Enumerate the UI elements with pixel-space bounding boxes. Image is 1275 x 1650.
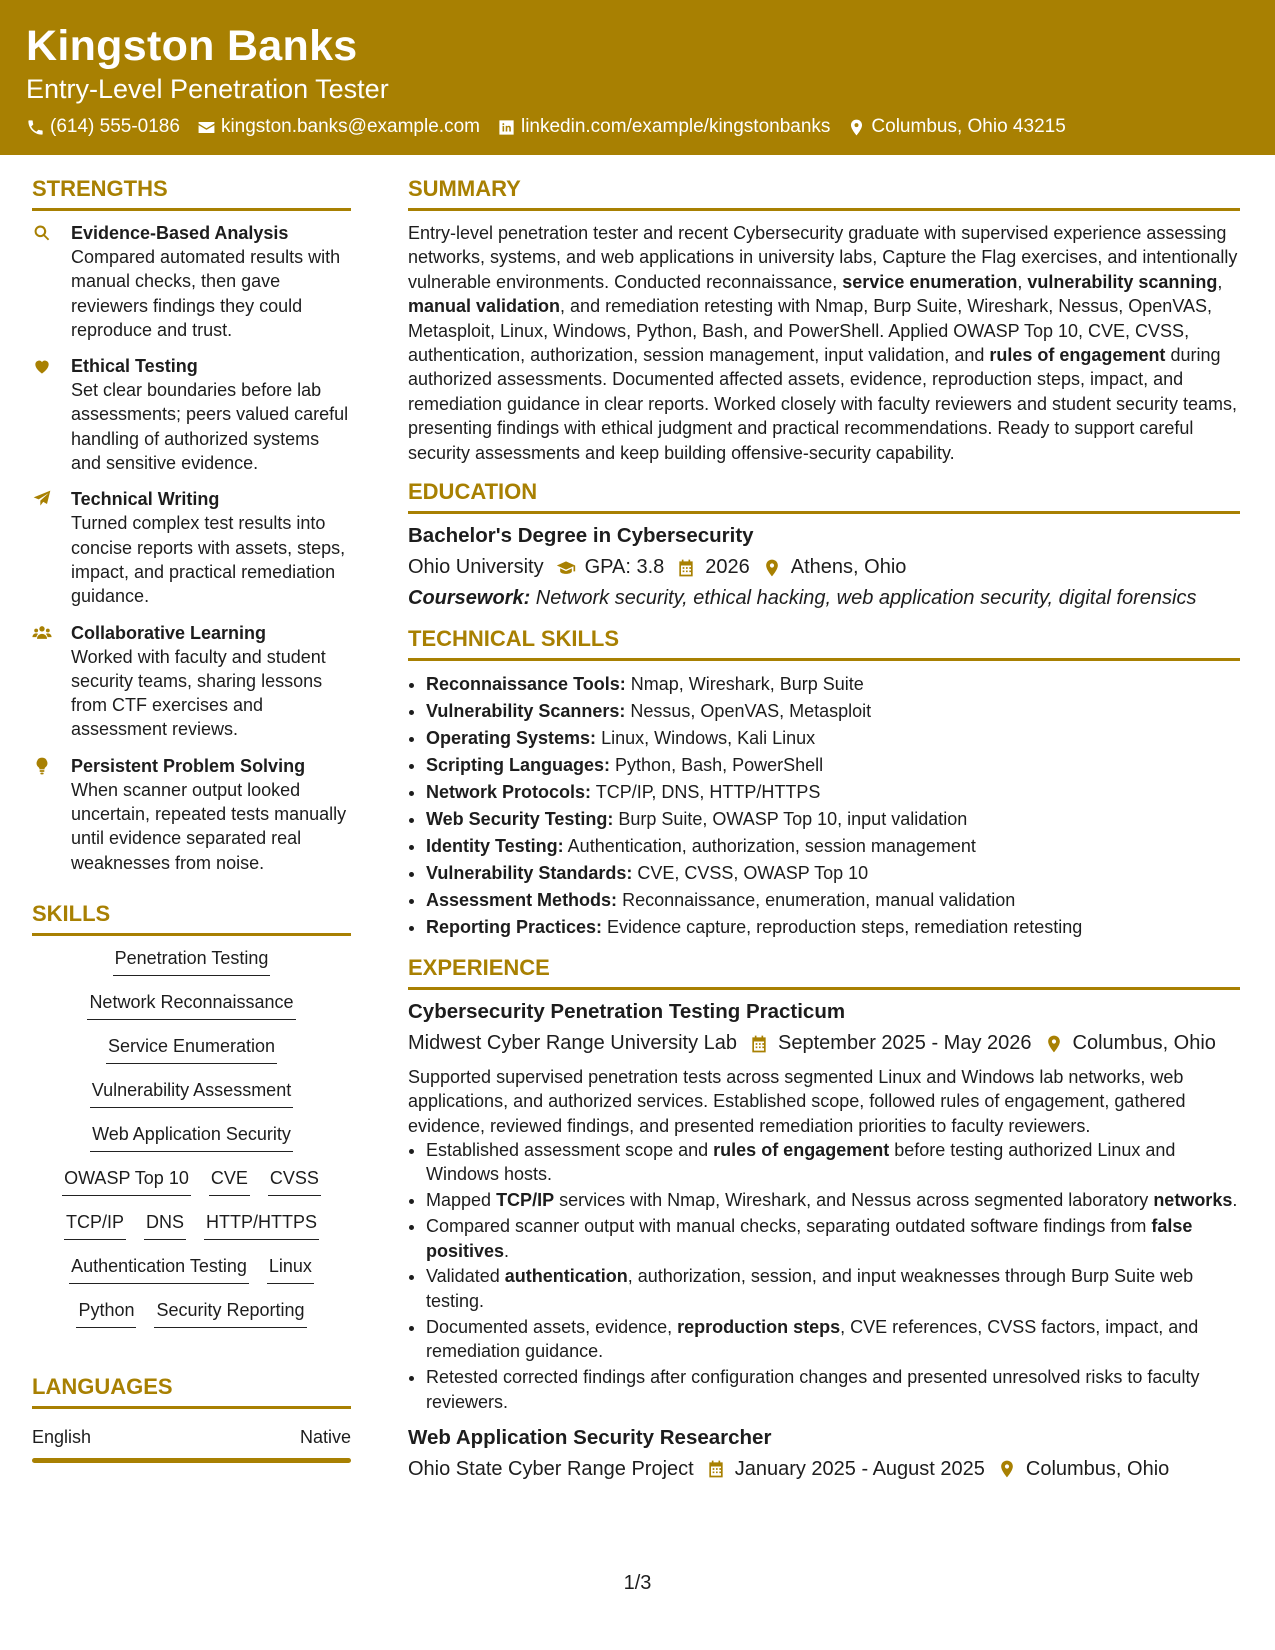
users-icon	[32, 623, 54, 643]
map-pin-icon	[847, 118, 866, 137]
list-item	[426, 725, 1240, 752]
strength-desc: Worked with faculty and student security teams, sharing lessons from CTF exercises and assessment reviews.	[71, 646, 326, 740]
list-item	[426, 779, 1240, 806]
phone-text: (614) 555-0186	[50, 116, 180, 137]
summary-keyword: service enumeration	[842, 271, 1018, 292]
language-level: Native	[299, 1426, 351, 1447]
language-proficiency-bar	[32, 1458, 351, 1463]
skill-values: Linux, Windows, Kali Linux	[596, 728, 816, 749]
map-pin-icon	[762, 558, 782, 578]
skill-category: Reporting Practices:	[426, 917, 603, 938]
skill-category: Vulnerability Scanners:	[426, 701, 626, 722]
skill-category: Operating Systems:	[426, 728, 597, 749]
strengths-heading: STRENGTHS	[32, 176, 351, 211]
contact-email[interactable]	[197, 116, 480, 138]
skill-category: Vulnerability Standards:	[426, 863, 633, 884]
linkedin-text: linkedin.com/example/kingstonbanks	[520, 116, 831, 137]
list-item	[426, 1264, 1240, 1313]
strength-desc: When scanner output looked uncertain, repeated tests manually until evidence separated real weaknesses from noise.	[71, 779, 347, 873]
calendar-icon	[706, 1459, 726, 1479]
strength-item	[32, 621, 351, 742]
strength-title: Evidence-Based Analysis	[71, 223, 289, 243]
contact-location	[847, 116, 1065, 138]
list-item	[426, 860, 1240, 887]
skills-heading: SKILLS	[32, 901, 351, 936]
list-item	[426, 698, 1240, 725]
experience-heading: EXPERIENCE	[408, 955, 1240, 990]
job-title: Web Application Security Researcher	[408, 1425, 772, 1449]
strength-desc: Compared automated results with manual checks, then gave reviewers findings they could reproduce and trust.	[71, 247, 341, 340]
list-item	[426, 914, 1240, 941]
summary-part: Entry-level penetration tester and recent Cybersecurity graduate with supervised experience assessing networks, systems, and web applications in university labs, Capture the Flag exercises, and intentionally vulnerable environments. Conducted reconnaissance,	[408, 223, 1238, 292]
bullet-text: before testing authorized Linux and Windows hosts.	[426, 1139, 1176, 1185]
list-item	[426, 887, 1240, 914]
list-item	[426, 1214, 1240, 1263]
skill-chip: CVE	[209, 1166, 250, 1196]
bullet-text: Established assessment scope and	[426, 1139, 714, 1160]
skill-values: TCP/IP, DNS, HTTP/HTTPS	[591, 782, 821, 803]
skill-chip: Service Enumeration	[106, 1034, 277, 1064]
candidate-role: Entry-Level Penetration Tester	[26, 74, 389, 104]
school-location: Athens, Ohio	[790, 556, 907, 579]
job-location: Columbus, Ohio	[1072, 1032, 1216, 1055]
summary-heading: SUMMARY	[408, 176, 1240, 211]
skill-values: Nessus, OpenVAS, Metasploit	[625, 701, 872, 722]
bullet-keyword: rules of engagement	[713, 1139, 890, 1160]
skill-chip: Linux	[267, 1254, 314, 1284]
strength-title: Collaborative Learning	[71, 622, 267, 643]
skill-category: Web Security Testing:	[426, 809, 614, 830]
list-item	[426, 1138, 1240, 1187]
skill-category: Network Protocols:	[426, 782, 592, 803]
skill-values: Nmap, Wireshark, Burp Suite	[625, 674, 864, 695]
bullet-text: Validated	[426, 1266, 505, 1287]
summary-keyword: vulnerability scanning	[1027, 271, 1218, 292]
list-item	[426, 833, 1240, 860]
right-column	[408, 176, 1240, 1481]
skill-category: Identity Testing:	[426, 836, 564, 857]
graduation-year: 2026	[705, 556, 750, 579]
skill-chip: Security Reporting	[154, 1298, 306, 1328]
bullet-text: Documented assets, evidence,	[426, 1316, 678, 1337]
skill-chip: DNS	[144, 1210, 186, 1240]
summary-keyword: manual validation	[408, 296, 561, 317]
job-bullets	[408, 1138, 1240, 1414]
map-pin-icon	[1044, 1034, 1064, 1054]
bullet-keyword: networks	[1153, 1190, 1233, 1211]
list-item	[426, 671, 1240, 698]
languages-heading: LANGUAGES	[32, 1374, 351, 1409]
bullet-text: Retested corrected findings after configuration changes and presented unresolved risks to faculty reviewers.	[426, 1367, 1200, 1412]
bullet-keyword: authentication	[504, 1266, 628, 1287]
school-name: Ohio University	[408, 556, 544, 579]
envelope-icon	[197, 118, 216, 137]
coursework	[408, 587, 1240, 610]
strength-item	[32, 754, 351, 875]
skill-chip: Network Reconnaissance	[87, 990, 295, 1020]
strength-item	[32, 354, 351, 475]
job-title: Cybersecurity Penetration Testing Practicum	[408, 1000, 846, 1024]
job-description: Supported supervised penetration tests across segmented Linux and Windows lab networks, web applications, and authorized services. Established scope, followed rules of engagement, gathered evidence, reviewed findings, and presented remediation priorities to faculty reviewers.	[408, 1067, 1186, 1136]
bullet-text: Compared scanner output with manual checks, separating outdated software findings from	[426, 1216, 1152, 1237]
language-row	[32, 1427, 351, 1448]
bullet-text: services with Nmap, Wireshark, and Nessus across segmented laboratory	[554, 1190, 1154, 1211]
linkedin-icon	[497, 118, 516, 137]
strength-title: Technical Writing	[71, 489, 220, 510]
bullet-keyword: TCP/IP	[496, 1190, 555, 1211]
strength-desc: Turned complex test results into concise reports with assets, steps, impact, and practical remediation guidance.	[71, 513, 346, 607]
contact-linkedin[interactable]	[497, 116, 830, 138]
bullet-text: .	[1232, 1190, 1238, 1211]
bullet-text: .	[504, 1240, 510, 1261]
job-org: Ohio State Cyber Range Project	[408, 1457, 694, 1480]
skill-values: CVE, CVSS, OWASP Top 10	[632, 863, 869, 884]
skill-category: Assessment Methods:	[426, 890, 618, 911]
degree-title: Bachelor's Degree in Cybersecurity	[408, 524, 754, 548]
candidate-name: Kingston Banks	[26, 22, 358, 70]
contact-bar	[26, 116, 1083, 138]
education-meta	[408, 556, 1240, 579]
list-item	[426, 1365, 1240, 1414]
skill-values: Reconnaissance, enumeration, manual validation	[617, 890, 1016, 911]
skill-values: Evidence capture, reproduction steps, remediation retesting	[602, 917, 1083, 938]
strength-title: Ethical Testing	[71, 356, 198, 377]
heart-icon	[32, 356, 54, 376]
contact-phone[interactable]	[26, 116, 180, 138]
coursework-label: Coursework:	[408, 587, 531, 610]
strength-item	[32, 487, 351, 608]
calendar-icon	[749, 1034, 769, 1054]
skill-chip: CVSS	[268, 1166, 321, 1196]
summary-text	[408, 221, 1240, 465]
phone-icon	[26, 118, 45, 137]
technical-skills-heading: TECHNICAL SKILLS	[408, 626, 1240, 661]
search-icon	[32, 223, 54, 243]
bullet-keyword: reproduction steps	[677, 1316, 841, 1337]
summary-part: ,	[1217, 271, 1223, 292]
skill-values: Authentication, authorization, session management	[563, 836, 976, 857]
summary-part: ,	[1017, 271, 1028, 292]
list-item	[426, 1188, 1240, 1212]
skill-chip: Authentication Testing	[69, 1254, 249, 1284]
graduation-cap-icon	[556, 558, 576, 578]
location-text: Columbus, Ohio 43215	[871, 116, 1066, 137]
skills-list	[32, 946, 351, 1328]
summary-keyword: rules of engagement	[989, 345, 1166, 366]
skill-category: Scripting Languages:	[426, 755, 611, 776]
list-item	[426, 1315, 1240, 1364]
left-column	[32, 176, 351, 1463]
job-location: Columbus, Ohio	[1025, 1457, 1170, 1480]
job-meta	[408, 1032, 1240, 1055]
calendar-icon	[676, 558, 696, 578]
job-dates: September 2025 - May 2026	[778, 1032, 1032, 1055]
job-meta	[408, 1458, 1240, 1481]
coursework-list: Network security, ethical hacking, web application security, digital forensics	[530, 587, 1197, 610]
email-text: kingston.banks@example.com	[220, 116, 480, 137]
skill-values: Burp Suite, OWASP Top 10, input validation	[613, 809, 968, 830]
paper-plane-icon	[32, 489, 54, 509]
bullet-text: Mapped	[426, 1190, 497, 1211]
resume-header	[0, 0, 1275, 155]
skill-chip: OWASP Top 10	[62, 1166, 191, 1196]
strength-desc: Set clear boundaries before lab assessments; peers valued careful handling of authorized systems and sensitive evidence.	[71, 380, 349, 474]
bullet-text: , CVE references, CVSS factors, impact, and remediation guidance.	[426, 1316, 1199, 1362]
page-number: 1/3	[623, 1572, 652, 1594]
job-dates: January 2025 - August 2025	[734, 1457, 985, 1480]
skill-chip: HTTP/HTTPS	[204, 1210, 319, 1240]
bullet-text: , authorization, session, and input weaknesses through Burp Suite web testing.	[426, 1266, 1194, 1311]
list-item	[426, 806, 1240, 833]
summary-part: , and remediation retesting with Nmap, Burp Suite, Wireshark, Nessus, OpenVAS, Metasploit, Linux, Windows, Python, Bash, and PowerShell. Applied OWASP Top 10, CVE, CVSS, authentication, authorization, session management, input validation, and	[408, 296, 1213, 366]
education-heading: EDUCATION	[408, 479, 1240, 514]
strength-item	[32, 221, 351, 342]
map-pin-icon	[997, 1459, 1017, 1479]
skill-values: Python, Bash, PowerShell	[610, 755, 824, 776]
strength-title: Persistent Problem Solving	[71, 755, 306, 776]
bullet-keyword: false positives	[426, 1216, 1193, 1261]
list-item	[426, 752, 1240, 779]
skill-chip: Python	[76, 1298, 136, 1328]
lightbulb-icon	[32, 756, 54, 776]
technical-skills-list	[408, 671, 1240, 941]
skill-chip: Vulnerability Assessment	[90, 1078, 293, 1108]
job-org: Midwest Cyber Range University Lab	[408, 1032, 738, 1055]
gpa-text: GPA: 3.8	[584, 556, 665, 579]
language-name: English	[32, 1426, 92, 1447]
skill-chip: TCP/IP	[64, 1210, 126, 1240]
skill-category: Reconnaissance Tools:	[426, 674, 626, 695]
skill-chip: Web Application Security	[90, 1122, 293, 1152]
summary-part: during authorized assessments. Documented affected assets, evidence, reproduction steps, impact, and remediation guidance in clear reports. Worked closely with faculty reviewers and student security teams, presenting findings with ethical judgment and practical recommendations. Ready to support careful security assessments and keep building offensive-security capability.	[408, 345, 1238, 463]
skill-chip: Penetration Testing	[113, 946, 271, 976]
